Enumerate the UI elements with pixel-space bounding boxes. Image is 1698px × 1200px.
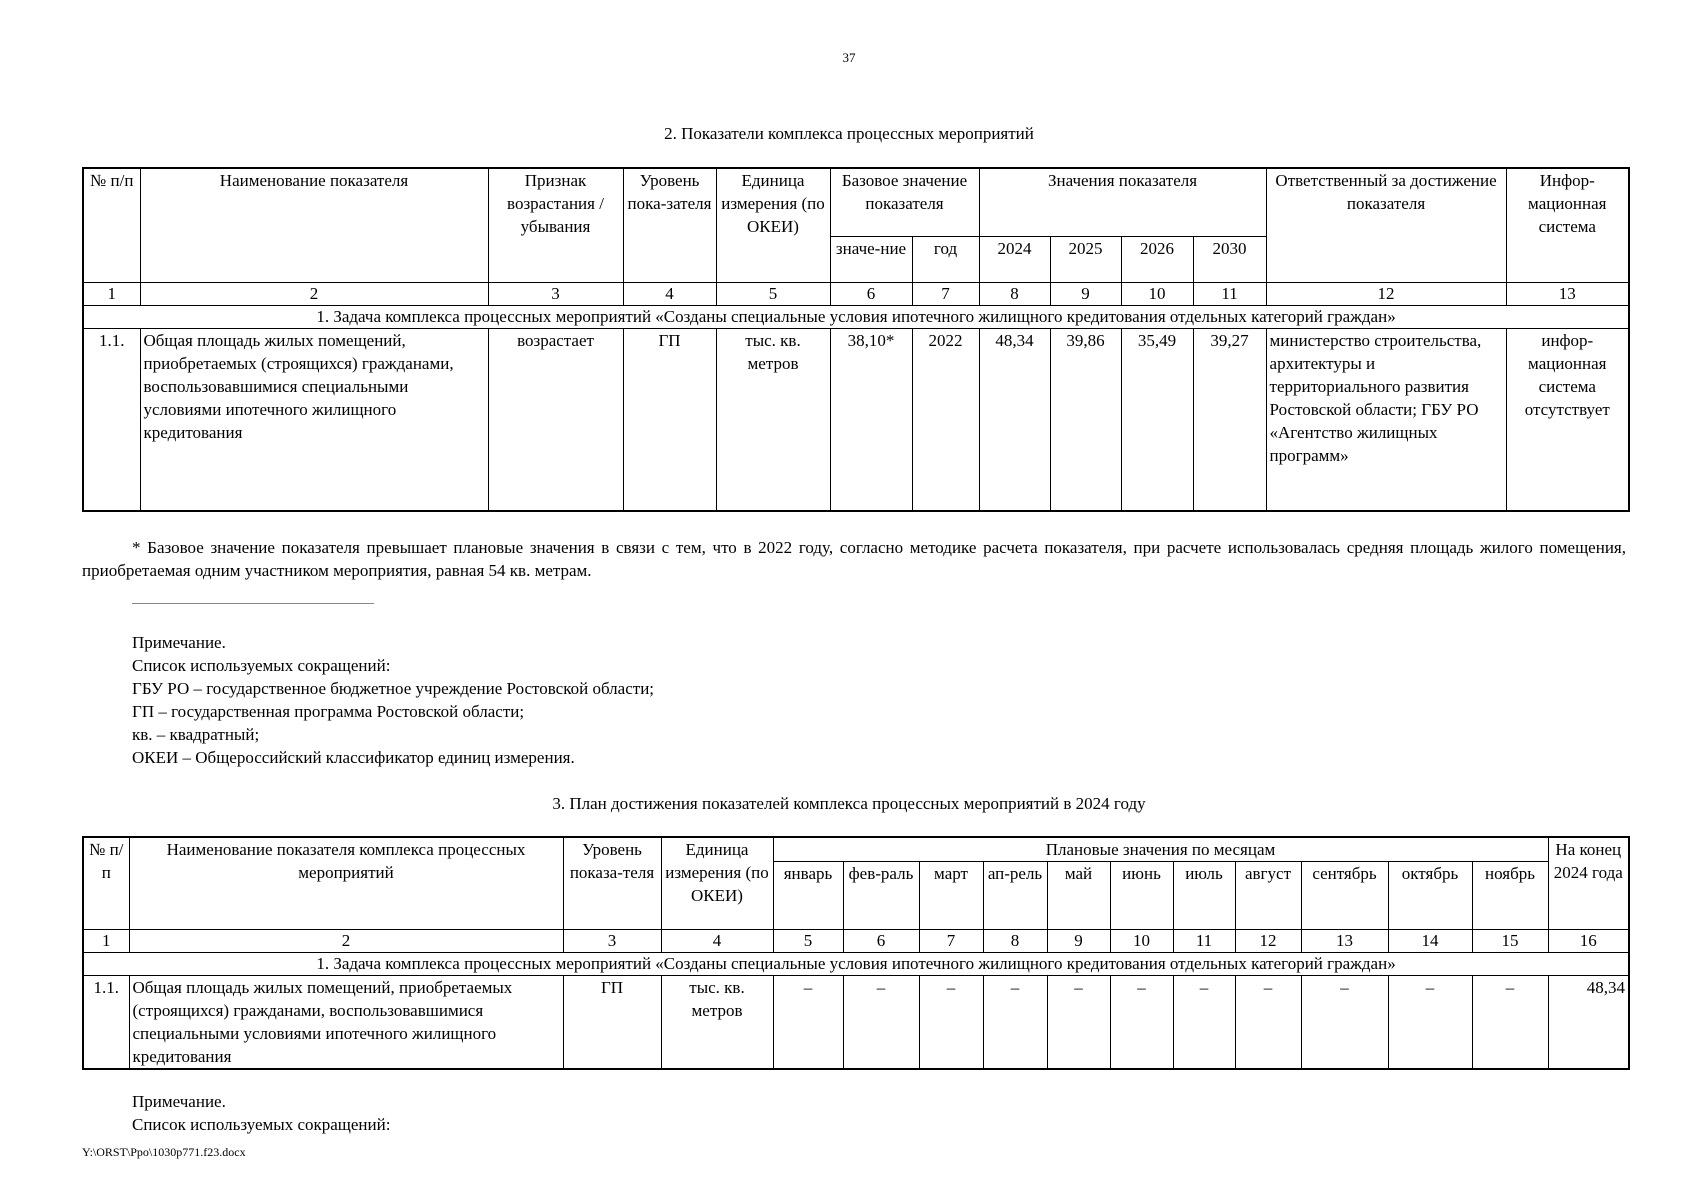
header-base: Базовое значение показателя	[830, 168, 979, 236]
notes2-block	[132, 1090, 932, 1136]
header-sign: Признак возрастания / убывания	[488, 168, 623, 282]
header-monthly: Плановые значения по месяцам	[773, 837, 1548, 862]
row-month-value: –	[919, 976, 983, 1070]
row-value: 39,27	[1193, 328, 1266, 511]
col-number: 7	[919, 930, 983, 953]
col-number: 16	[1548, 930, 1629, 953]
col-number: 10	[1110, 930, 1173, 953]
col-number: 10	[1121, 282, 1193, 305]
header-year: 2030	[1193, 236, 1266, 282]
row-year-end: 48,34	[1548, 976, 1629, 1070]
header-month: январь	[773, 862, 843, 930]
task-row: 1. Задача комплекса процессных мероприятий «Созданы специальные условия ипотечного жилищного кредитования отдельных категорий граждан»	[83, 305, 1629, 328]
header-month: июль	[1173, 862, 1235, 930]
section2-title: 2. Показатели комплекса процессных мероприятий	[664, 124, 1034, 143]
notes-item: ГП – государственная программа Ростовской области;	[132, 702, 525, 721]
header-base-value: значе-ние	[830, 236, 912, 282]
row-base-value: 38,10*	[830, 328, 912, 511]
row-month-value: –	[1047, 976, 1110, 1070]
row-month-value: –	[983, 976, 1047, 1070]
header-year: 2026	[1121, 236, 1193, 282]
page-number: 37	[842, 50, 856, 65]
col-number: 9	[1047, 930, 1110, 953]
col-number: 11	[1173, 930, 1235, 953]
notes-block	[132, 631, 1532, 769]
row-month-value: –	[773, 976, 843, 1070]
col-number: 12	[1235, 930, 1301, 953]
indicators-table	[82, 167, 1630, 512]
header-year-end: На конец 2024 года	[1548, 837, 1629, 930]
header-year: 2025	[1050, 236, 1121, 282]
notes2-list-title: Список используемых сокращений:	[132, 1115, 391, 1134]
row-value: 35,49	[1121, 328, 1193, 511]
col-number: 6	[830, 282, 912, 305]
row-level: ГП	[563, 976, 661, 1070]
col-number: 9	[1050, 282, 1121, 305]
col-number: 8	[979, 282, 1050, 305]
header-level: Уровень пока-зателя	[623, 168, 716, 282]
header-month: октябрь	[1388, 862, 1472, 930]
col-number: 11	[1193, 282, 1266, 305]
header-month: фев-раль	[843, 862, 919, 930]
col-number: 2	[140, 282, 488, 305]
header-month: ноябрь	[1472, 862, 1548, 930]
header-base-year: год	[912, 236, 979, 282]
notes2-title: Примечание.	[132, 1092, 226, 1111]
row-month-value: –	[1173, 976, 1235, 1070]
col-number: 4	[661, 930, 773, 953]
col-number: 8	[983, 930, 1047, 953]
col-number: 13	[1301, 930, 1388, 953]
header-level: Уровень показа-теля	[563, 837, 661, 930]
header-num: № п/п	[83, 837, 129, 930]
row-unit: тыс. кв. метров	[661, 976, 773, 1070]
col-number: 1	[83, 930, 129, 953]
col-number: 4	[623, 282, 716, 305]
notes-item: ГБУ РО – государственное бюджетное учреждение Ростовской области;	[132, 679, 655, 698]
col-number: 15	[1472, 930, 1548, 953]
header-name: Наименование показателя	[140, 168, 488, 282]
header-month: ап-рель	[983, 862, 1047, 930]
col-number: 2	[129, 930, 563, 953]
col-number: 6	[843, 930, 919, 953]
row-name: Общая площадь жилых помещений, приобретаемых (строящихся) гражданами, воспользовавшимися специальными условиями ипотечного жилищного кредитования	[129, 976, 563, 1070]
row-responsible: министерство строительства, архитектуры и территориального развития Ростовской области; ГБУ РО «Агентство жилищных программ»	[1266, 328, 1506, 511]
header-month: сентябрь	[1301, 862, 1388, 930]
header-unit: Единица измерения (по ОКЕИ)	[716, 168, 830, 282]
row-num: 1.1.	[83, 328, 140, 511]
col-number: 3	[563, 930, 661, 953]
header-system: Инфор-мационная система	[1506, 168, 1629, 282]
header-name: Наименование показателя комплекса процессных мероприятий	[129, 837, 563, 930]
header-month: май	[1047, 862, 1110, 930]
header-year: 2024	[979, 236, 1050, 282]
row-value: 39,86	[1050, 328, 1121, 511]
row-unit: тыс. кв. метров	[716, 328, 830, 511]
row-month-value: –	[1235, 976, 1301, 1070]
col-number: 5	[716, 282, 830, 305]
header-unit: Единица измерения (по ОКЕИ)	[661, 837, 773, 930]
notes-item: ОКЕИ – Общероссийский классификатор единиц измерения.	[132, 748, 575, 767]
col-number: 7	[912, 282, 979, 305]
col-number: 1	[83, 282, 140, 305]
col-number: 5	[773, 930, 843, 953]
row-month-value: –	[1110, 976, 1173, 1070]
row-base-year: 2022	[912, 328, 979, 511]
col-number: 14	[1388, 930, 1472, 953]
row-name: Общая площадь жилых помещений, приобретаемых (строящихся) гражданами, воспользовавшимися специальными условиями ипотечного жилищного кредитования	[140, 328, 488, 511]
header-month: август	[1235, 862, 1301, 930]
row-num: 1.1.	[83, 976, 129, 1070]
col-number: 3	[488, 282, 623, 305]
footnote-divider	[132, 603, 374, 604]
row-level: ГП	[623, 328, 716, 511]
row-system: инфор-мационная система отсутствует	[1506, 328, 1629, 511]
notes-item: кв. – квадратный;	[132, 725, 260, 744]
notes-list-title: Список используемых сокращений:	[132, 656, 391, 675]
row-value: 48,34	[979, 328, 1050, 511]
header-num: № п/п	[83, 168, 140, 282]
plan-table	[82, 836, 1630, 1070]
header-month: июнь	[1110, 862, 1173, 930]
row-month-value: –	[1472, 976, 1548, 1070]
header-responsible: Ответственный за достижение показателя	[1266, 168, 1506, 282]
row-month-value: –	[1301, 976, 1388, 1070]
col-number: 12	[1266, 282, 1506, 305]
row-month-value: –	[1388, 976, 1472, 1070]
row-sign: возрастает	[488, 328, 623, 511]
header-month: март	[919, 862, 983, 930]
header-values: Значения показателя	[979, 168, 1266, 236]
col-number: 13	[1506, 282, 1629, 305]
section3-title: 3. План достижения показателей комплекса процессных мероприятий в 2024 году	[552, 794, 1146, 813]
notes-title: Примечание.	[132, 633, 226, 652]
row-month-value: –	[843, 976, 919, 1070]
task-row: 1. Задача комплекса процессных мероприятий «Созданы специальные условия ипотечного жилищного кредитования отдельных категорий граждан»	[83, 953, 1629, 976]
file-path: Y:\ORST\Ppo\1030p771.f23.docx	[82, 1145, 246, 1159]
footnote: * Базовое значение показателя превышает плановые значения в связи с тем, что в 2022 году, согласно методике расчета показателя, при расчете использовалась средняя площадь жилого помещения, приобретаемая одним участником мероприятия, равная 54 кв. метрам.	[82, 538, 1626, 580]
